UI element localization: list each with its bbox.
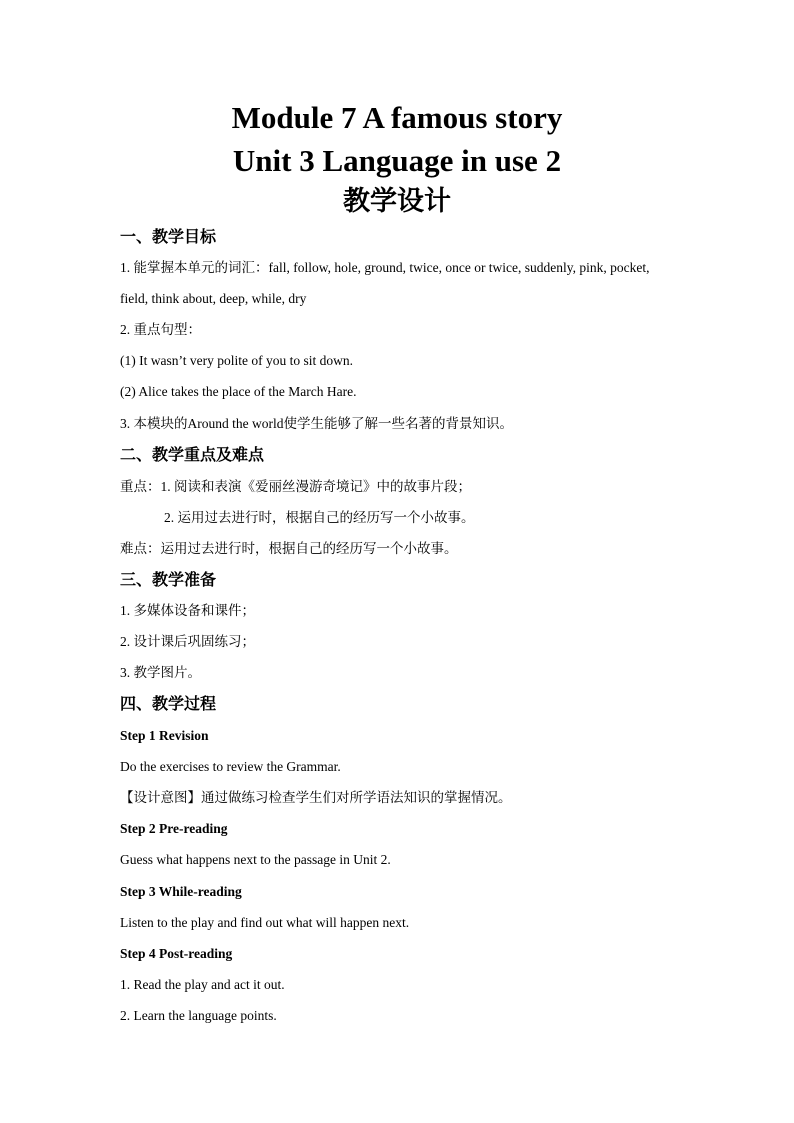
step-1-text: Do the exercises to review the Grammar.	[120, 759, 341, 774]
key-point-1: 重点：1. 阅读和表演《爱丽丝漫游奇境记》中的故事片段；	[120, 479, 471, 494]
step-4-text-1: 1. Read the play and act it out.	[120, 977, 285, 992]
preparation-heading: 三、教学准备	[120, 570, 217, 589]
objective-sentence-1: (1) It wasn’t very polite of you to sit down.	[120, 353, 353, 368]
preparation-item-1: 1. 多媒体设备和课件；	[120, 603, 255, 618]
step-4-text-2: 2. Learn the language points.	[120, 1008, 277, 1023]
doc-type-title: 教学设计	[343, 186, 451, 217]
objective-item-1a: 1. 能掌握本单元的词汇：fall, follow, hole, ground, twice, once or twice, suddenly, pink, pocket,	[120, 260, 650, 275]
objectives-heading: 一、教学目标	[120, 227, 217, 246]
step-2-title: Step 2 Pre-reading	[120, 821, 228, 836]
objective-item-3: 3. 本模块的Around the world使学生能够了解一些名著的背景知识。	[120, 416, 513, 431]
preparation-item-2: 2. 设计课后巩固练习；	[120, 634, 255, 649]
key-points-heading: 二、教学重点及难点	[120, 445, 265, 464]
objective-item-1b: field, think about, deep, while, dry	[120, 291, 307, 306]
objective-sentence-2: (2) Alice takes the place of the March Hare.	[120, 384, 357, 399]
step-1-intent: 【设计意图】通过做练习检查学生们对所学语法知识的掌握情况。	[120, 790, 512, 805]
module-title: Module 7 A famous story	[231, 100, 563, 135]
preparation-item-3: 3. 教学图片。	[120, 665, 201, 680]
key-point-2: 2. 运用过去进行时，根据自己的经历写一个小故事。	[164, 510, 475, 525]
objective-item-2: 2. 重点句型：	[120, 322, 201, 337]
unit-title: Unit 3 Language in use 2	[232, 143, 562, 178]
difficulty: 难点：运用过去进行时，根据自己的经历写一个小故事。	[120, 541, 458, 556]
process-heading: 四、教学过程	[120, 694, 217, 713]
step-4-title: Step 4 Post-reading	[120, 946, 233, 961]
step-2-text: Guess what happens next to the passage in Unit 2.	[120, 852, 391, 867]
step-1-title: Step 1 Revision	[120, 728, 209, 743]
step-3-text: Listen to the play and find out what will happen next.	[120, 915, 410, 930]
step-3-title: Step 3 While-reading	[120, 884, 242, 899]
